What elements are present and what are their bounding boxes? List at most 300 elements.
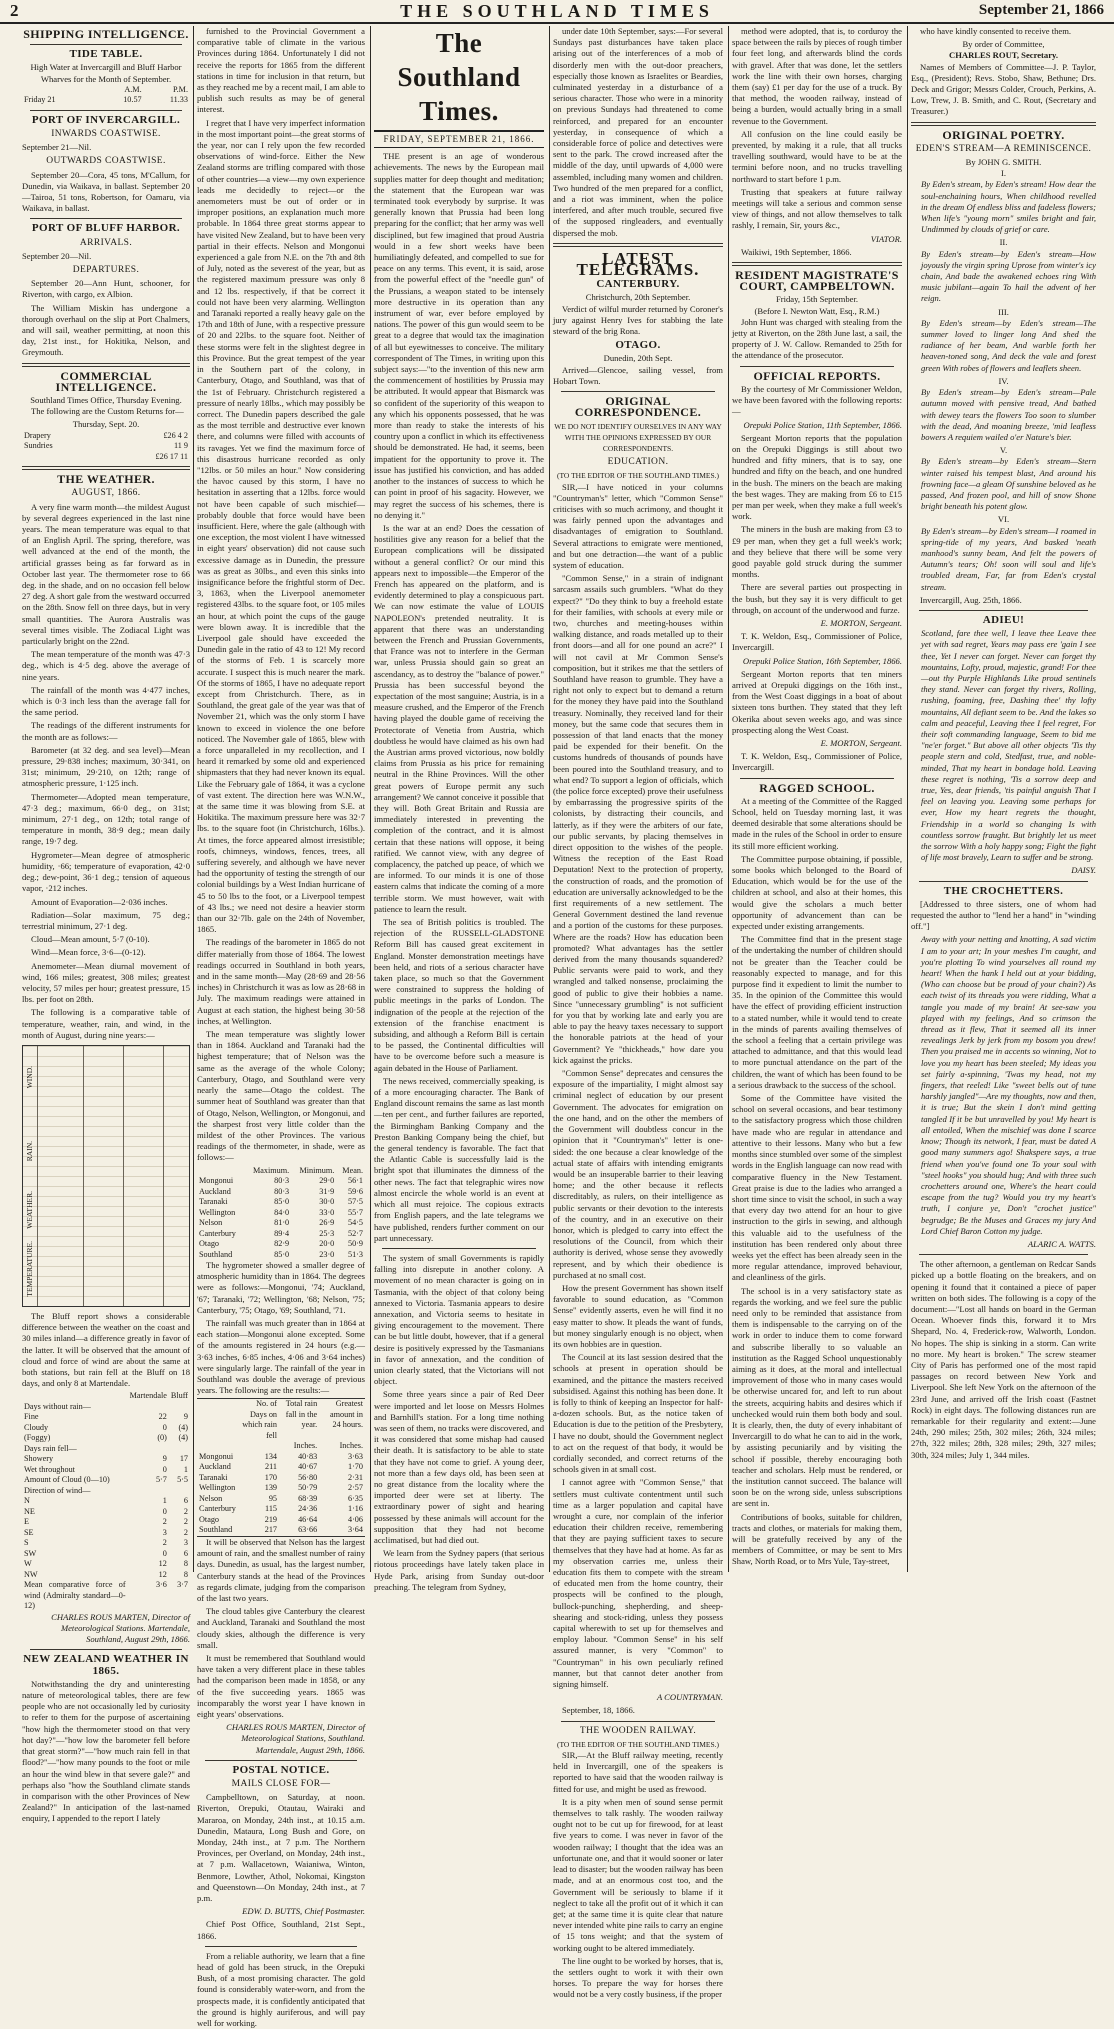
table-cell: Southland [199, 1525, 233, 1535]
table-cell: 3·7 [177, 1580, 188, 1590]
customs-date: Thursday, Sept. 20. [72, 419, 140, 430]
table-cell: (0) [157, 1433, 167, 1443]
leader-paragraph: THE present is an age of wonderous achievements. The news by the European mail supplies matter for deep thought and meditation; the statement that the European war was terminated took everybody by surprise. It was generally known that Prussia had been long preparing for the conflict; that her army was well disciplined, but few imagined that proud Austria would in a few short weeks have been humiliatingly defeated, and compelled to sue for peace on any terms. This event, it is said, arose from the powerful effect of the "needle gun" of the Prussians, a weapon stated to be intensely more destructive in its operation than any instrument of war, ever before employed by nations. The power of this gun would seem to be great to a degree that would tax the imagination of all but eyewitnesses to conceive. The military correspondent of The Times, in writing upon this subject says:—"to the invention of this new arm the commencement of hostilities by Prussia may be attributed. It would appear that Bismarck was so confident of the superiority of this weapon to any which his opponents possessed, that he was more than ready to stake the interests of his country upon a conflict in which its effectiveness should be demonstrated. He had, it seems, been impatient for the opportunity to prove it. The issue has justified his conviction, and has added another to the instances of success to which he can point in proof of his sagacity. However, we may regret the success of his schemes, there is no denying it." [374, 151, 544, 520]
table-cell: Showery [24, 1454, 54, 1464]
port-invercargill-heading: PORT OF INVERCARGILL. [31, 113, 181, 126]
poem-author: By JOHN G. SMITH. [965, 157, 1042, 168]
divider [919, 610, 1088, 611]
postal-signature: EDW. D. BUTTS, Chief Postmaster. [242, 1906, 365, 1917]
table-cell: Fine [24, 1412, 39, 1422]
double-rule [553, 243, 723, 247]
table-cell: Auckland [199, 1186, 231, 1196]
official-reports-heading: OFFICIAL REPORTS. [753, 368, 881, 383]
rm-court-before: (Before I. Newton Watt, Esq., R.M.) [754, 305, 880, 316]
temperature-row [197, 1218, 365, 1229]
rainfall-row [197, 1462, 365, 1473]
table-cell [169, 1486, 190, 1497]
tide-am-value: 10.57 [123, 95, 142, 105]
table-cell [197, 1399, 238, 1442]
adieu-signature: DAISY. [1071, 865, 1096, 876]
double-rule [911, 122, 1096, 126]
table-cell: 54·5 [347, 1218, 363, 1228]
table-cell: 219 [264, 1514, 278, 1524]
rainfall-units-row [197, 1441, 365, 1452]
table-cell: 56·1 [347, 1176, 363, 1186]
latest-telegrams-heading: LATEST TELEGRAMS. [576, 248, 700, 280]
running-date: September 21, 1866 [978, 2, 1104, 18]
table-cell: 22 [158, 1412, 167, 1422]
nz-weather-heading: NEW ZEALAND WEATHER IN 1865. [23, 1653, 189, 1677]
table-cell: Wet throughout [24, 1464, 75, 1474]
weather-signature: CHARLES ROUS MARTEN, Director of Meteorological Stations, Southland. Martendale, August 29th, 1866. [226, 1722, 365, 1755]
stanza-number: V. [999, 445, 1008, 456]
station-line: Orepuki Police Station, 16th September, 1866. [742, 655, 902, 666]
article-paragraph: The readings of the barometer in 1865 do not differ materially from those of 1864. The lowest readings occurred in Southland in both years, and in the same month—May (28·69 and 28·56 inches) in Christchurch it was as low as 28·68 in July. The maximum readings were attained in August at each station, the highest being 30·58 inches, at Wellington. [197, 937, 365, 1026]
leader-paragraph: The sea of British politics is troubled. The rejection of the RUSSELL-GLADSTONE Reform Bill has caused great excitement in England. Monster demonstration meetings have been held, and riots of a serious character have taken place, so much so that the Government were constrained to suppress the holding of public meetings in the parks of London. The indignation of the people at the rejection of the extension of the franchise enactment is subsiding, and although a Reform Bill is certain to be passed, the Continental difficulties will have to be overcome before such a measure is again debated in the House of Parliament. [374, 917, 544, 1073]
table-cell: 50·9 [347, 1239, 363, 1249]
poetry-heading: ORIGINAL POETRY. [942, 127, 1065, 142]
table-cell: SW [24, 1548, 37, 1558]
table-cell: Taranaki [199, 1197, 228, 1207]
table-cell: 5·7 [155, 1475, 167, 1485]
otago-heading: OTAGO. [615, 339, 661, 352]
table-cell: 2 [183, 1527, 188, 1537]
table-cell: 12 [158, 1569, 167, 1579]
article-paragraph: furnished to the Provincial Government a comparative table of climate in the various Provinces during 1864. Unfortunately I did not receive the reports for 1865 from the different stations in time for inclusion in that return, but as they reached me by a recent mail, I am able to publish such results as may be of general interest. [197, 26, 365, 115]
report-paragraph: The Committee find that in the present stage of the undertaking the number of children should not be greater than the Teacher could be reasonably expected to manage, and for this purpose find it expedient to limit the number to 35. In the opinion of the Committee this would have the effect of providing efficient instruction to a stated number, while it would tend to create in the minds of parents availing themselves of the school a feeling that a certain privilege was attached to admittance, and that this would lead to more punctual attendance on the part of the children, the want of which has been found to be a serious drawback to the success of the school. [732, 934, 902, 1090]
table-cell: 80·3 [274, 1176, 290, 1186]
table-cell: Greatest amount in 24 hours. [330, 1399, 363, 1430]
outwards-text: September 20—Cora, 45 tons, M'Callum, for Dunedin, via Waikava, in ballast. September 20—Tairoa, 51 tons, Robertson, for Oamaru, via Waikava, in ballast. [22, 169, 190, 214]
comparison-row [22, 1517, 190, 1528]
divider [740, 366, 894, 367]
crochetters-poem: Away with your netting and knotting, A sad victim I am to your art; In your meshes I'm caught, and you're plotting To wind yourselves all round my heart! When the hank I held out at your bidding, (Who can choose but be proud of your chain?) As each twist of its threads you were ridding, What a tangle you made of my brain! At see-saw you played with my feelings, And so crimson the thread as it flew, That it seemed all its inner revealings Jerk by jerk from my bosom you drew! Then you praised me in accents so winning, Not to love you my heart has been steeled; My ideas you set fairly a-spinning, 'Twas my head, not my fingers, that reeled! Like "sweet bells out of tune harshly jangled"—Are my thoughts, now and then, it is true; But the skein I don't mind getting tangled If it be but unravelled by you! My heart is all entoiled, When the mischief was done I scarce know; Though its network, I fear, must be dated A good many summers ago! Shakspere says, a true friend when you've found one To your soul with "steel hooks" you should hug; And with three such crochetters around one, Where's the heart could escape from the tug? Would you try my heart's truth, I conjure ye, Don't "crochet justice" begrudge; Be the Muses and Graces my jury And Lord Chief Baron Cotton my judge. [921, 934, 1096, 1236]
table-cell: 29·0 [319, 1176, 335, 1186]
weather-wind: Wind—Mean force, 3·6—(0-12). [31, 947, 146, 958]
customs-value: 11 9 [173, 441, 188, 451]
rainfall-row [197, 1504, 365, 1515]
table-cell: 50·79 [298, 1483, 318, 1493]
crochetters-note: [Addressed to three sisters, one of whom had requested the author to "lend her a hand" in "winding off."] [911, 898, 1096, 932]
report-paragraph: The Committee purpose obtaining, if possible, some books which belonged to the Board of Education, which would be for the use of the children at school, and also at their homes, this would give the scholars a much better opportunity of advancement than can be expected under existing arrangements. [732, 853, 902, 932]
station-martendale: Martendale [129, 1391, 167, 1401]
report-paragraph: There are several parties out prospecting in the bush, but they say it is very difficult to get through, on account of the underwood and furze. [732, 582, 902, 615]
table-cell: Inches. [339, 1441, 363, 1451]
education-heading: EDUCATION. [607, 457, 669, 468]
table-cell: 9 [162, 1454, 167, 1464]
table-cell: 89·4 [274, 1228, 290, 1238]
outwards-heading: OUTWARDS COASTWISE. [46, 156, 166, 167]
report-paragraph: The school is in a very satisfactory state as regards the working, and we feel sure the public need only to be reminded that assistance from them is indispensable to the carrying on of the work in order to induce them to come forward and subscribe liberally to so valuable an institution as the Ragged School unquestionably aiming as it does, at the moral and intellectual improvement of those who in many cases would be otherwise uncared for, and left to run about the streets, acquiring habits and desires which if unchecked would ruin them both body and soul. It is clearly, then, the duty of every inhabitant of Invercargill to do what he can to aid in the work, by assisting pecuniarily and by visiting the school if possible, thereby encouraging both teacher and scholars. Help must be rendered, or the institution cannot succeed. The balance will soon be on the wrong side, unless subscriptions are sent in. [732, 1285, 902, 1509]
divider [30, 1649, 182, 1650]
article-paragraph: The rainfall was much greater than in 1864 at each station—Mongonui alone excepted. Some of the amounts registered in 24 hours (e.g.—3·63 inches, 6·85 inches, 4·06 and 3·64 inches) were singularly large. The rainfall of the year in Southland was double the average of previous years. The following are the results:— [197, 1318, 365, 1396]
weather-comparative: The following is a comparative table of temperature, weather, rain, and wind, in the month of August, during nine years:— [22, 1007, 190, 1040]
table-cell: Mean. [342, 1165, 363, 1175]
table-rule [83, 1046, 84, 1306]
column-5 [732, 26, 902, 1572]
column-rule [370, 26, 371, 1572]
table-cell: 3 [183, 1538, 188, 1548]
comparison-row [22, 1507, 190, 1518]
weather-text: A very fine warm month—the mildest August by several degrees experienced in the last nine years. The mean temperature was equal to that of an English April. The spring, therefore, was well advanced at the end of the month, the artificial grasses being as far forward as in October last year. The thermometer rose to 66 deg. in the shade, and on no occasion fell below 27 deg. A short gale from the westward occurred on the 28th. Snow fell on three days, but in very small quantities. The Aurora Australis was several times visible. The Zodiacal Light was particularly bright on the 22nd. [22, 501, 190, 647]
poem-stanza: By Eden's stream—by Eden's stream—Pale autumn moved with pensive tread, And bathed with dewey tears the flowers Too soon to slumber with the dead, And moaning breeze, 'mid leafless bowers A requiem wailed o'er Nature's bier. [921, 387, 1096, 442]
arrivals-text: September 20—Nil. [22, 250, 92, 261]
temperature-row [197, 1187, 365, 1198]
comparison-row [22, 1559, 190, 1570]
stanza-number: II. [999, 237, 1008, 248]
stanza-number: III. [998, 306, 1009, 317]
rainfall-header-row [197, 1399, 365, 1442]
table-cell [169, 1402, 190, 1413]
temperature-header-row [197, 1166, 365, 1177]
table-cell: Inches. [293, 1441, 318, 1451]
canterbury-text: Verdict of wilful murder returned by Coroner's jury against Henry Ives for stabbing the late steward of the brig Rona. [553, 303, 723, 337]
table-cell: 52·7 [347, 1228, 363, 1238]
poem-stanzas [911, 168, 1096, 593]
divider [30, 44, 182, 45]
customs-table [22, 431, 190, 463]
table-cell: E [24, 1517, 30, 1527]
comparison-row [22, 1465, 190, 1476]
postal-heading: POSTAL NOTICE. [232, 1763, 330, 1776]
table-cell: 30·0 [319, 1197, 335, 1207]
table-cell: S [24, 1538, 29, 1548]
tide-day: Friday 21 [24, 95, 56, 105]
table-cell: 2 [162, 1538, 167, 1548]
table-cell: 2·31 [347, 1472, 363, 1482]
temperature-row [197, 1239, 365, 1250]
comparison-row [22, 1423, 190, 1434]
table-cell [128, 1486, 169, 1497]
rm-court-text: John Hunt was charged with stealing from the jetty at Riverton, on the 28th June last, a sail, the property of J. W. Callow. Remanded to 25th for the attendance of the prosecutor. [732, 316, 902, 361]
table-label-temperature: TEMPERATURE. [25, 1240, 34, 1297]
secretary-line: CHARLES ROUT, Secretary. [948, 50, 1058, 61]
crochetters-heading: THE CROCHETTERS. [943, 884, 1064, 897]
report-addressee: T. K. Weldon, Esq., Commissioner of Police, Invercargill. [732, 751, 902, 773]
double-rule [22, 466, 190, 470]
column-rule [728, 26, 729, 1572]
table-cell: No. of Days on which rain fell [242, 1399, 278, 1440]
table-cell: 80·3 [274, 1186, 290, 1196]
otago-date: Dunedin, 20th Sept. [603, 353, 673, 364]
table-cell: 1 [162, 1496, 167, 1506]
table-cell: 6 [183, 1496, 188, 1506]
comparison-row [22, 1580, 190, 1612]
table-cell: Wellington [199, 1207, 236, 1217]
report-paragraph: Sergeant Morton reports that the population on the Orepuki Diggings is still about two hundred and fifty miners, that is to say, one hundred and fifty on the beach, and one hundred in the bush. The miners on the beach are making the best wages. They are making from £6 to £15 per man per week, when they make a full week's work. [732, 432, 902, 522]
table-cell: Cloudy [24, 1422, 49, 1432]
comparison-row [22, 1433, 190, 1444]
departures-heading: DEPARTURES. [72, 265, 140, 276]
weather-radiation: Radiation—Solar maximum, 75 deg.; terrestrial minimum, 27·1 deg. [22, 909, 190, 931]
table-cell: (4) [178, 1433, 188, 1443]
table-cell [197, 1441, 238, 1452]
table-cell: Direction of wind— [24, 1485, 91, 1495]
weather-evaporation: Amount of Evaporation—2·036 inches. [31, 896, 168, 907]
table-cell: 46·64 [298, 1514, 318, 1524]
rm-court-date: Friday, 15th September. [775, 294, 859, 305]
table-cell: 8 [183, 1559, 188, 1569]
letter-signature: VIATOR. [870, 233, 902, 244]
table-cell: Canterbury [199, 1228, 236, 1238]
table-cell: 55·7 [347, 1207, 363, 1217]
table-cell: Mongonui [199, 1176, 234, 1186]
table-cell: 31·9 [319, 1186, 335, 1196]
tide-am-label: A.M. [124, 84, 142, 94]
arrivals-heading: ARRIVALS. [79, 237, 133, 248]
adieu-poem: Scotland, fare thee well, I leave thee Leave thee yet with sad regret, Years may pass ere 'gain I see thee, Yet I never can forget. Never can forget thy mountains, Lofty, proud, majestic, grand! For thee—out thy Purple Highlands Like proud sentinels they stand. Never can forget thy rivers, Rolling, rushing, foaming, free, Dashing thee' thy lofty mountains, All defiant seem to be. And the lakes so calm and peaceful, Leaving thee I feel regret, For their soft commanding language, Seem to bid me "ne'er forget." But above all other objects 'Tis thy people stern and cold, Stedfast, true, and noble-minded, That my heart in bondage hold. Leaving these regret is nothing, 'Tis a sorrow deep and true, Yes, dear friends, 'tis painful anguish That I feel on leaving you. Leaving some perhaps for ever, How my heart regrets the thought, Friendship in a world so changing Is with countless sorrow fraught. But brightly let us meet the sorrow With a holy happy song; Fight the fight of life most bravely, Learn to suffer and be strong. [921, 628, 1096, 863]
table-cell: Canterbury [199, 1504, 236, 1514]
table-cell: 6·35 [347, 1493, 363, 1503]
column-4 [553, 26, 723, 2000]
table-cell: NE [24, 1506, 35, 1516]
table-label-rain: RAIN. [25, 1140, 34, 1162]
tide-intro: High Water at Invercargill and Bluff Harbor Wharves for the Month of September. [30, 62, 182, 84]
table-cell: 2 [162, 1517, 167, 1527]
divider [30, 110, 182, 111]
committee-names: Names of Members of Committee—J. P. Taylor, Esq., (President); Revs. Stobo, Shaw, Bethune; Drs. Deck and Grigor; Messrs Colder, Crouch, Perkins, A. Low, Trew, J. B. Smith, and C. Rout, (Secretary and Treasurer.) [911, 61, 1096, 117]
report-signature: E. MORTON, Sergeant. [820, 617, 902, 628]
table-rule [123, 1046, 124, 1306]
poem-stanza: By Eden's stream—by Eden's stream—The summer loved to linger long And shed the radiance of her beam, And warble forth her heaven-toned song, And deck the vale and forest green With robes of flowers and leaflets sheen. [921, 317, 1096, 373]
table-cell: 0 [162, 1422, 167, 1432]
report-paragraph: At a meeting of the Committee of the Ragged School, held on Tuesday morning last, it was deemed desirable that some alterations should be made in the rules of the School in order to ensure its still more efficient working. [732, 795, 902, 851]
report-paragraph: who have kindly consented to receive them. [920, 26, 1072, 36]
table-cell: 33·0 [319, 1207, 335, 1217]
report-paragraph: The miners in the bush are making from £3 to £9 per man, when they get a full week's work; and they believe that there will be some very good payable gold struck during the summer months. [732, 524, 902, 580]
table-cell [128, 1444, 169, 1455]
table-cell: 25·3 [319, 1228, 335, 1238]
otago-text: Arrived—Glencoe, sailing vessel, from Hobart Town. [553, 364, 723, 386]
table-cell: 68·39 [298, 1493, 318, 1503]
letter-paragraph: The line ought to be worked by horses, that is, the settlers ought to work it with their own horses. To prepare the way for horses there would not be a very costly business, if the proper [553, 1955, 723, 2000]
divider [919, 881, 1088, 882]
report-signature: E. MORTON, Sergeant. [820, 737, 902, 748]
table-cell [169, 1444, 190, 1455]
commercial-heading: COMMERCIAL INTELLIGENCE. [55, 368, 157, 394]
article-paragraph: It will be observed that Nelson has the largest amount of rain, and the smallest number of rainy days. Dunedin, as usual, has the largest number, Canterbury stands at the head of the Provinces as regards climate, judging from the comparison of the last two years. [197, 1536, 365, 1603]
table-cell: 3·6 [155, 1580, 167, 1590]
table-cell: 134 [264, 1451, 278, 1461]
table-cell: Total rain fall in the year. [285, 1399, 318, 1430]
table-cell: 2 [183, 1517, 188, 1527]
tide-pm-label: P.M. [172, 84, 188, 94]
table-cell: 0 [162, 1548, 167, 1558]
weather-month: AUGUST, 1866. [71, 488, 141, 499]
rotated-comparative-table [22, 1045, 190, 1307]
temperature-table [197, 1166, 365, 1261]
article-paragraph: The mean temperature was slightly lower than in 1864. Auckland and Taranaki had the highest temperature; that of Nelson was the same as the average of the whole Colony; Canterbury, Otago, and Southland were very nearly the same—Otago the coldest. The summer heat of Southland was greater than that of Otago, Nelson, Wellington, or Mongonui, and the sharpest frost very little colder than the mildest of the other Provinces. The various readings of the thermometer, in shade, were as follows:— [197, 1029, 365, 1163]
running-title: THE SOUTHLAND TIMES [400, 1, 714, 21]
letter-paragraph: It is a pity when men of sound sense permit themselves to talk rashly. The wooden railway ought not to be cut up for firewood, for at least five years to come. I was never in favor of the wooden railway; I thought that the idea was an unfortunate one, and that it would sooner or later lead to disaster; but the wooden railway has been made, and at an enormous cost too, and the Government will be seriously to blame if it neglect to take all the profit out of it which it can get; at the same time it is quite clear that nature never intended white pine rails to carry an engine of 15 tons weight; and that the system of working ought to be altered immediately. [553, 1796, 723, 1953]
table-cell: 8 [183, 1569, 188, 1579]
miskin-notice: The William Miskin has undergone a thorough overhaul on the slip at Port Chalmers, and will sail, weather permitting, at noon this day, 21st inst., for Hokitika, Nelson, and Greymouth. [22, 302, 190, 358]
station-comparison-table [22, 1391, 190, 1612]
divider [205, 1760, 357, 1761]
weather-anemometer: Anemometer—Mean diurnal movement of wind, 166 miles; greatest, 308 miles; greatest velocity, 57 miles per hour; greatest pressure, 15 lbs. per foot on 28th. [22, 960, 190, 1005]
divider [382, 1248, 536, 1249]
table-cell: Nelson [199, 1218, 223, 1228]
table-cell: 5·5 [177, 1475, 188, 1485]
table-cell [197, 1166, 244, 1177]
rainfall-row [197, 1452, 365, 1463]
correspondence-disclaimer: WE DO NOT IDENTIFY OURSELVES IN ANY WAY WITH THE OPINIONS EXPRESSED BY OUR CORRESPONDENTS. [554, 421, 722, 453]
divider [919, 1254, 1088, 1255]
table-cell [128, 1402, 169, 1413]
letter-paragraph: I cannot agree with "Common Sense," that settlers must cultivate contentment until such time as a larger population and capital have wrought a cure, nor complain of the inferior education their children receive, remembering that they are paying sufficient taxes to secure themselves that they have had at home. As far as my observation carries me, unless their education fits them to compete with the stream of educated men from the home country, their prospects will be confined to the plough, bullock-punching, shepherding, and sheep-shearing and stock-riding, unless they possess capital wherewith to set up for themselves and employ labour. "Common Sense" in his self assured manner, is very "Common" to "Countryman" in his own peculiarly refined manner, but that cannot deter another from signing himself. [553, 1477, 723, 1690]
letter-date: Waikiwi, 19th September, 1866. [741, 246, 852, 257]
divider [561, 1721, 715, 1722]
temperature-row [197, 1250, 365, 1261]
comparison-row [22, 1444, 190, 1455]
table-cell: 57·5 [347, 1197, 363, 1207]
rainfall-row [197, 1473, 365, 1484]
rainfall-row [197, 1494, 365, 1505]
letter-paragraph: The Council at its last session desired that the schools at present in operation should be examined, and the pittance the masters received subsidised. Against this nothing has been done. It is folly to think of keeping an Inspector for half-a-dozen schools. But, as the notice taken of Education is due to the petition of the Presbytery, I have no doubt, should the Government neglect to act on the request of that body, it would be cordially seconded, and correct returns of the schools given in at small cost. [553, 1352, 723, 1475]
leader-paragraph: Some three years since a pair of Red Deer were imported and let loose on Messrs Holmes and Barnhill's station. For a long time nothing was seen of them, no tracks were discovered, and it was considered that some mishap had caused their death. It is satisfactory to be able to state that they have not come to grief. A young deer, not more than a few days old, has been seen at no great distance from the locality where the imported deer were set at liberty. The extraordinary power of sight and hearing possessed by these animals will account for the supposition that they had not become acclimatised, but had died out. [374, 1389, 544, 1545]
letter-date: September, 18, 1866. [562, 1705, 635, 1716]
table-cell: Mongonui [199, 1451, 234, 1461]
table-rule [37, 1046, 38, 1306]
table-cell: 3·64 [347, 1525, 363, 1535]
table-cell: Days without rain— [24, 1401, 91, 1411]
adieu-heading: ADIEU! [982, 613, 1025, 626]
table-cell: 0 [162, 1506, 167, 1516]
table-cell: W [24, 1559, 32, 1569]
railway-heading: THE WOODEN RAILWAY. [579, 1725, 697, 1736]
letter-paragraph: method were adopted, that is, to corduroy the space between the rails by pieces of rough timber four feet long, and afterwards blind the cords with gravel. After that was done, let the settlers work the line with their own horses, charging them (say) £1 per day for the use of a truck. By that method, the wooden railway, instead of being a burden, would actually bring in a small revenue to the Government. [732, 26, 902, 126]
table-cell: 23·0 [319, 1249, 335, 1259]
table-cell: 3 [162, 1527, 167, 1537]
weather-barometer: Barometer (at 32 deg. and sea level)—Mean pressure, 29·838 inches; maximum, 30·341, on 31st; minimum, 29·210, on 12th; range of atmospheric pressure, 1·125 inch. [22, 744, 190, 789]
report-paragraph: Contributions of books, suitable for children, tracts and clothes, or materials for making them, will be gratefully received by any of the members of Committee, or may be sent to Mrs Shaw, North Road, or to Mrs Yule, Tay-street, [732, 1511, 902, 1567]
table-cell: Amount of Cloud (0—10) [24, 1475, 110, 1485]
customs-value: £26 4 2 [163, 430, 188, 440]
table-rule [163, 1046, 164, 1306]
table-cell: 20·0 [319, 1239, 335, 1249]
table-cell: 170 [264, 1472, 278, 1482]
masthead: The Southland Times. [374, 26, 544, 132]
table-label-wind: WIND. [25, 1065, 34, 1089]
column-6 [911, 26, 1096, 1572]
office-line: Southland Times Office, Thursday Evening. [30, 395, 182, 406]
report-paragraph: Sergeant Morton reports that ten miners arrived at Orepuki diggings on the 16th inst., from the West Coast diggings in a boat of about sixteen tons burthen. They stated that they left Okerika about seven weeks ago, and was since prospecting along the West Coast. [732, 668, 902, 735]
report-addressee: T. K. Weldon, Esq., Commissioner of Police, Invercargill. [732, 631, 902, 653]
double-rule [22, 363, 190, 367]
table-cell: 3·63 [347, 1451, 363, 1461]
letter-paragraph: All confusion on the line could easily be prevented, by making it a rule, that all trucks travelling southward, would have to be at the termini before noon, and no trucks travelling northward to start before 1 p.m. [732, 128, 902, 184]
article-paragraph: The other afternoon, a gentleman on Redcar Sands picked up a bottle floating on the breakers, and on opening it found that it contained a piece of paper written on both sides. The following is a copy of the document:—"Lost all hands on board in the German Ocean. Whoever finds this, forward it to Mrs Shepard, No. 4, Frederick-row, Walworth, London. No hopes. The ship is sinking in a storm. Can write no more. My heart is broken." The screw steamer City of Paris has performed one of the most rapid passages on record between New York and Liverpool. She left New York on the afternoon of the 23rd June, and arrived off the Irish coast (Fastnet Rock) in eight days. The following distances run are remarkable for their regularity and extent:—June 24th, 290 miles; 25th, 302 miles; 26th, 324 miles; 27th, 322 miles; 28th, 328 miles; 29th, 327 miles; 30th, 324 miles; July 1, 344 miles. [911, 1259, 1096, 1460]
table-cell: 63·66 [298, 1525, 318, 1535]
table-cell: 85·0 [274, 1197, 290, 1207]
letter-paragraph: SIR,—At the Bluff railway meeting, recently held in Invercargill, one of the speakers is reported to have said that the wooden railway is fitted for use, and might be used as frewood. [553, 1750, 723, 1794]
table-cell: 81·0 [274, 1218, 290, 1228]
temperature-row [197, 1229, 365, 1240]
table-cell: Otago [199, 1514, 220, 1524]
weather-heading: THE WEATHER. [57, 472, 155, 487]
rainfall-table [197, 1398, 365, 1537]
table-cell: 139 [264, 1483, 278, 1493]
tide-heading: TIDE TABLE. [69, 48, 143, 61]
article-paragraph: under date 10th September, says:—For several Sundays past disturbances have taken place arising out of the interferences of a mob of disorderly men with the out-door preachers, especially those known as Israelites or Beardies, culminated yesterday in a disturbance of a serious character. Those who were in a minority on previous Sundays had threatened to come reinforced, and prepared for an encounter yesterday, in consequence of which a considerable force of police and detectives were sent to the park. The crowd increased after the middle of the day, until upwards of 4,000 were assembled, including many women and children. Two hundred of the men prepared for a conflict, and a riot was imminent, when the police interfered, and after much trouble, secured five of the supposed ringleaders, and eventually dispersed the mob. [553, 26, 723, 238]
weather-readings: The readings of the different instruments for the month are as follows:— [22, 720, 190, 742]
column-rule [907, 26, 908, 1572]
comparison-row [22, 1570, 190, 1581]
comparison-row [22, 1402, 190, 1413]
table-cell: Days rain fell— [24, 1443, 77, 1453]
table-cell: 1·16 [347, 1504, 363, 1514]
table-cell: Mean comparative force of wind (Admiralty standard—0-12) [24, 1580, 126, 1611]
table-cell: 24·36 [298, 1504, 318, 1514]
order-line: By order of Committee, [962, 39, 1045, 50]
table-cell: N [24, 1496, 30, 1506]
station-line: Orepuki Police Station, 11th September, 1866. [743, 419, 902, 430]
customs-label: Drapery [24, 430, 51, 440]
table-cell: (4) [178, 1422, 188, 1432]
shipping-heading: SHIPPING INTELLIGENCE. [23, 27, 189, 41]
table-cell: 51·3 [347, 1249, 363, 1259]
issue-dateline: FRIDAY, SEPTEMBER 21, 1866. [374, 132, 544, 148]
temperature-row [197, 1208, 365, 1219]
tide-table [22, 85, 190, 106]
table-cell: Taranaki [199, 1472, 228, 1482]
inwards-heading: INWARDS COASTWISE. [51, 129, 161, 140]
table-cell: 84·0 [274, 1207, 290, 1217]
divider [740, 778, 894, 779]
divider [30, 218, 182, 219]
poem-place: Invercargill, Aug. 25th, 1866. [920, 594, 1022, 605]
canterbury-date: Christchurch, 20th September. [585, 292, 691, 303]
table-cell: 85·0 [274, 1249, 290, 1259]
weather-signature: CHARLES ROUS MARTEN, Director of Meteorological Stations. Martendale, Southland, August 29th, 1866. [51, 1611, 190, 1645]
leader-paragraph: We learn from the Sydney papers (that serious riotous proceedings have lately taken place in Hyde Park, arising from Sunday out-door preaching. The telegram from Sydney, [374, 1548, 544, 1592]
letter-paragraph: How the present Government has shown itself favorable to sound education, as "Common Sense" evidently asserts, even he will find it no easy matter to show. It pleads the want of funds, but money singularly enough is no object, when its own hobbies are in question. [553, 1282, 723, 1349]
table-cell: 95 [268, 1493, 278, 1503]
table-cell: 40·67 [298, 1462, 318, 1472]
tide-pm-value: 11.33 [169, 95, 188, 105]
comparison-row [22, 1454, 190, 1465]
weather-mean-temp: The mean temperature of the month was 47·3 deg., which is 4·5 deg. above the average of nine years. [22, 649, 190, 682]
table-cell: NW [24, 1569, 38, 1579]
stanza-number: IV. [998, 375, 1009, 386]
bluff-report: The Bluff report shows a considerable difference between the weather on the coast and 30 miles inland—a difference greatly in favor of the latter. It will be observed that the amount of cloud and force of wind are about the same at both stations, but rain fell at the Bluff on 18 days, and only 8 at Martendale. [22, 1310, 190, 1389]
temperature-row [197, 1197, 365, 1208]
rm-court-heading: RESIDENT MAGISTRATE'S COURT, CAMPBELTOWN. [735, 268, 899, 294]
leader-paragraph: The system of small Governments is rapidly falling into disrepute in another colony. A movement of no mean character is going on in Tasmania, with the object of that colony being annexed to Victoria. Tasmania appears to desire annexation, and Victoria seems to hesitate in giving encouragement to the movement. There can be but little doubt, however, that if a general desire is positively expressed by the Tasmanians in favor of annexation, and the condition of union clearly stated, that the Victorians will not object. [374, 1252, 544, 1387]
letter-paragraph: "Common Sense" deprecates and censures the exposure of the impartiality, I might almost say criminal neglect of education by our present Government. The advocates for emigration on the one hand, and on the other the members of the Government will doubtless concur in the opinion that it "Countryman's" letter is one-sided: the one because a clear knowledge of the actual state of affairs with intending emigrants would be an insuperable barrier to their leaving home; and the other because it reflects discreditably, as rulers, on their intelligence as public servants or their devotion to the interests of the country, and in an executive on their honor, which is pledged to carry into effect the resolutions of the Council, from which their authority is derived, whose sense they avowedly represent, and by which their obedience is purchased at no small cost. [553, 1068, 723, 1280]
stanza-number: I. [1000, 168, 1006, 179]
inwards-text: September 21—Nil. [22, 142, 92, 153]
report-paragraph: Some of the Committee have visited the school on several occasions, and bear testimony to the satisfactory progress which those children have made who are regular in attendance and attentive to their lessons. Many who but a few months since stumbled over some of the simplest words in the English language can now read with comparative fluency in the New Testament. Great praise is due to the ladies who arranged a short time since to visit the school, in such a way that every day two attend for an hour to give instruction to the girls in sewing, and although this valuable aid to the usefulness of the institution has been rendered only about three weeks yet the effect has been already seen in the more regular attendance, improved behaviour, and cleanliness of the girls. [732, 1093, 902, 1283]
comparison-row [22, 1549, 190, 1560]
postal-sub: MAILS CLOSE FOR— [231, 1779, 331, 1790]
rainfall-row [197, 1515, 365, 1526]
table-label-weather: WEATHER. [25, 1190, 34, 1229]
weather-hygrometer: Hygrometer—Mean degree of atmospheric humidity, ·66; temperature of evaporation, 42·0 deg.; dew-point, 36·1 deg.; tension of aqueous vapor, ·212 inches. [22, 849, 190, 894]
postal-text: Campbelltown, on Saturday, at noon. Riverton, Orepuki, Otautau, Wairaki and Mararoa, on Monday, 24th inst., at 10.15 a.m. Dunedin, Mataura, Long Bush and Gore, on Monday, 24th inst., at 7 p.m. The Northern Provinces, per Overland, on Monday, 24th inst., at 7 p.m. Wallacetown, Waianiwa, Winton, Benmore, Lowther, Athol, Nokomai, Kingston and Queenstown—On Monday, 24th inst., at 7 p.m. [197, 1792, 365, 1904]
poem-stanza: By Eden's stream, by Eden's stream! How dear the soul-enchaining hours, When childhood revelled in the dream Of endless bliss and fadeless flowers; When life's "young morn" smiles bright and fair, Undimmed by clouds of grief or care. [921, 179, 1096, 235]
table-cell: SE [24, 1527, 34, 1537]
table-cell: 4·06 [347, 1514, 363, 1524]
table-cell: 1·70 [347, 1462, 363, 1472]
letter-paragraph: Trusting that speakers at future railway meetings will take a serious and common sense view of things, and not allow themselves to talk rashly, I remain, Sir, yours &c., [732, 186, 902, 231]
postal-office: Chief Post Office, Southland, 21st Sept., 1866. [197, 1919, 365, 1941]
table-cell: 0 [162, 1464, 167, 1474]
article-paragraph: I regret that I have very imperfect information in the most important point—the great storms of the year, nor can I rely upon the few recorded observations of wind-force. Either the New Zealand storms are trifling compared with those of other countries—a view—my own experience leads me decidedly to reject—or the anemometers must be out of order or in improper positions, an explanation much more probable. In 1864 three great storms appear to have visited New Zealand, but to have been very partial in their effects. Nelson and Mongonui experienced a gale from N.E. on the 7th and 8th of July, noted as the severest of the year, but as the registered maximum pressure was only 8 and 12 lbs. respectively, if that be correct it could not have been very alarming. Wellington and Taranaki reported a really heavy gale on the 17th and 18th of June, with a respective pressure of 20 and 22lbs. to the square foot. Neither of these storms were felt in the slightest degree in this Province. But the great tempest of the year in the Southern part of the colony, in Canterbury, Otago, and Southland, was that of the 1st of February. Christchurch registered a pressure of nearly 18lbs., which may possibly be correct. The Dunedin papers described the gale as the most terrible and destructive ever known there, and columns were filled with accounts of its ravages. Yet we find the maximum force of this disastrous hurricane recorded as only "12lbs. or 50 miles an hour." Now considering the havoc caused by this storm, I have no hesitation in asserting that a 12lbs. force would not have been capable of such mischief—probably double that force would have been insufficient. Here, where the gale (although with one exception, the most violent I have witnessed in eight years' observation) did not cause such excessive damage as in Dunedin, the pressure was as great as 30lbs., and even this sinks into insignificance before the frightful storm of Dec. 3, 1863, when the Liverpool anemometer registered 43lbs. to the square foot, or 105 miles an hour, at which point the cups of the gauge were blown away. It is incredible that the Liverpool gale should have exceeded the Dunedin gale in the ratio of 43 to 12! My record of the storms of Feb. 1 is scarcely more accurate. I suspect this is much nearer the mark. Of the storms of 1865, I have no adequate report except from Christchurch. There, as in Southland, the great gale of the year was that of November 21, which was the only storm I have known to exceed in violence the one before noticed. The November gale of 1865, blew with a force unparalleled in my recollection, and I heard it remarked by some old and experienced shipmasters that they had never known its equal. Like the February gale of 1864, it was a cyclone of vast extent. The direction here was W.N.W., at the same time it was blowing from S.E. at Hokitika. The maximum pressure here was 32·7 lbs. to the square foot (in Christchurch, 16lbs.). At times, the force appeared almost irresistible; roofs, chimneys, windows, fences, trees, all suffering severely, and although we have never had the opportunity of testing the strength of our colonial buildings by a West Indian hurricane of 45 to 50 lbs to the foot, or a Liverpool tempest of 43 lbs.; we need not desire a heavier storm than our 32·7lb. gale on the 24th of November, 1865. [197, 117, 365, 935]
letter-paragraph: "Common Sense," in a strain of indignant sarcasm assails such grumblers. "What do they expect?" "Do they think to buy a freehold estate for their families, with schools at every mile or two, churches and meeting-houses within walking distance, and roads metalled up to their front doors—and all for one pound an acre?" I will not cavil at Mr Common Sense's composition, but it strikes me that the settlers of Southland have reason to grumble. They have a right not only to expect but to demand a return for the money they have paid into the Southland treasury. Nominally, they received land for their money, but the same code that secures them in possession of that land enacts that the money paid be expended for their benefit. On the customs hundreds of thousands of pounds have been poured into the Southland treasury, and to what end? To support a legion of officials, which (the police force excepted) prove their usefulness by embarrassing the progressive spirits of the colonists, by distracting their councils, and latterly, as if they were the arbiters of our fate, our public servants, by placing themselves in direct opposition to the wishes of the people. Witness the reception of the East Road Deputation! Next to the protection of property, the construction of roads, and the promotion of education are universally acknowledged to be the first requirements of a new settlement. The General Government destined the land revenue and a portion of the customs for these purposes. Where are the roads? How has education been promoted? What advantages has the settler derived from the many thousands squandered? Public servants were paid to work, and they wrangled and talked nonsense, proclaiming the good of public to give their hobbies a name. Since "unnecessary grumbling" is not sufficient for you that by working late and early you are able to pay the heavy taxes necessary to support the honorable patriots at the head of your Government? Ye "thickheads," how dare you kick against the pricks. [553, 573, 723, 1065]
crochetters-signature: ALARIC A. WATTS. [1027, 1238, 1096, 1249]
table-cell: 17 [179, 1454, 188, 1464]
